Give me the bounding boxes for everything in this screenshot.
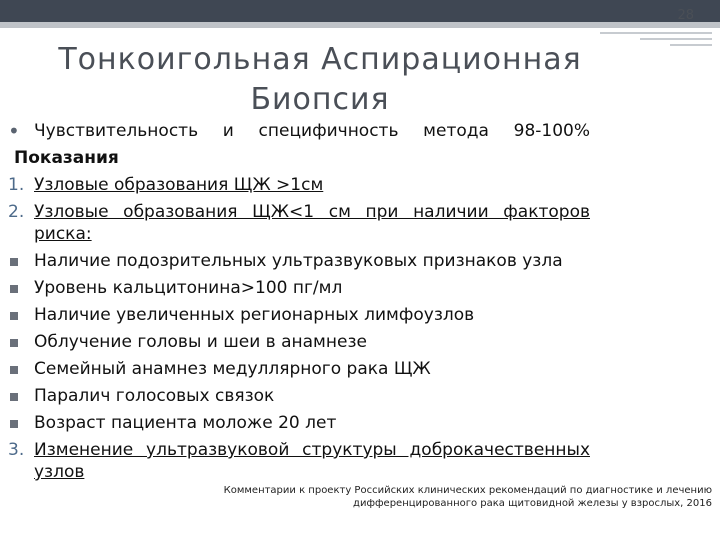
square-bullet-icon	[10, 339, 18, 347]
intro-bullet	[8, 120, 590, 142]
slide-number: 28	[677, 8, 694, 23]
sub-item	[8, 304, 590, 326]
sub-item	[8, 277, 590, 299]
square-bullet-icon	[10, 420, 18, 428]
sub-item-text: Облучение головы и шеи в анамнезе	[34, 332, 367, 352]
item-text: Изменение ультразвуковой структуры доброкачественных узлов	[34, 440, 590, 482]
sub-item	[8, 358, 590, 380]
source-footnote: Комментарии к проекту Российских клинических рекомендаций по диагностике и лечению дифференцированного рака щитовидной железы у взрослых, 2016	[223, 485, 712, 509]
slide-title: Тонкоигольная Аспирационная Биопсия	[58, 42, 582, 117]
bullet-dot-icon: •	[8, 119, 20, 143]
sub-item-text: Наличие подозрительных ультразвуковых признаков узла	[34, 251, 563, 271]
numbered-item	[8, 439, 590, 483]
square-bullet-icon	[10, 258, 18, 266]
indications-heading: Показания	[14, 148, 119, 168]
sub-item	[8, 385, 590, 407]
sub-item	[8, 250, 590, 272]
item-number: 1.	[8, 175, 25, 195]
sub-item-text: Семейный анамнез медуллярного рака ЩЖ	[34, 359, 431, 379]
square-bullet-icon	[10, 285, 18, 293]
top-bar	[0, 0, 720, 22]
item-number: 3.	[8, 440, 25, 460]
square-bullet-icon	[10, 393, 18, 401]
square-bullet-icon	[10, 366, 18, 374]
sub-item-text: Возраст пациента моложе 20 лет	[34, 413, 337, 433]
slide-body	[8, 120, 590, 488]
numbered-item	[8, 201, 590, 245]
sub-item-text: Наличие увеличенных регионарных лимфоузлов	[34, 305, 475, 325]
sub-item	[8, 412, 590, 434]
intro-text: Чувствительность и специфичность метода 98-100%	[34, 121, 590, 141]
item-number: 2.	[8, 202, 25, 222]
item-text: Узловые образования ЩЖ >1см	[34, 175, 324, 195]
numbered-item	[8, 174, 590, 196]
square-bullet-icon	[10, 312, 18, 320]
sub-item-text: Уровень кальцитонина>100 пг/мл	[34, 278, 343, 298]
item-text: Узловые образования ЩЖ<1 см при наличии факторов риска:	[34, 202, 590, 244]
sub-item	[8, 331, 590, 353]
corner-decoration	[600, 28, 712, 54]
sub-item-text: Паралич голосовых связок	[34, 386, 275, 406]
